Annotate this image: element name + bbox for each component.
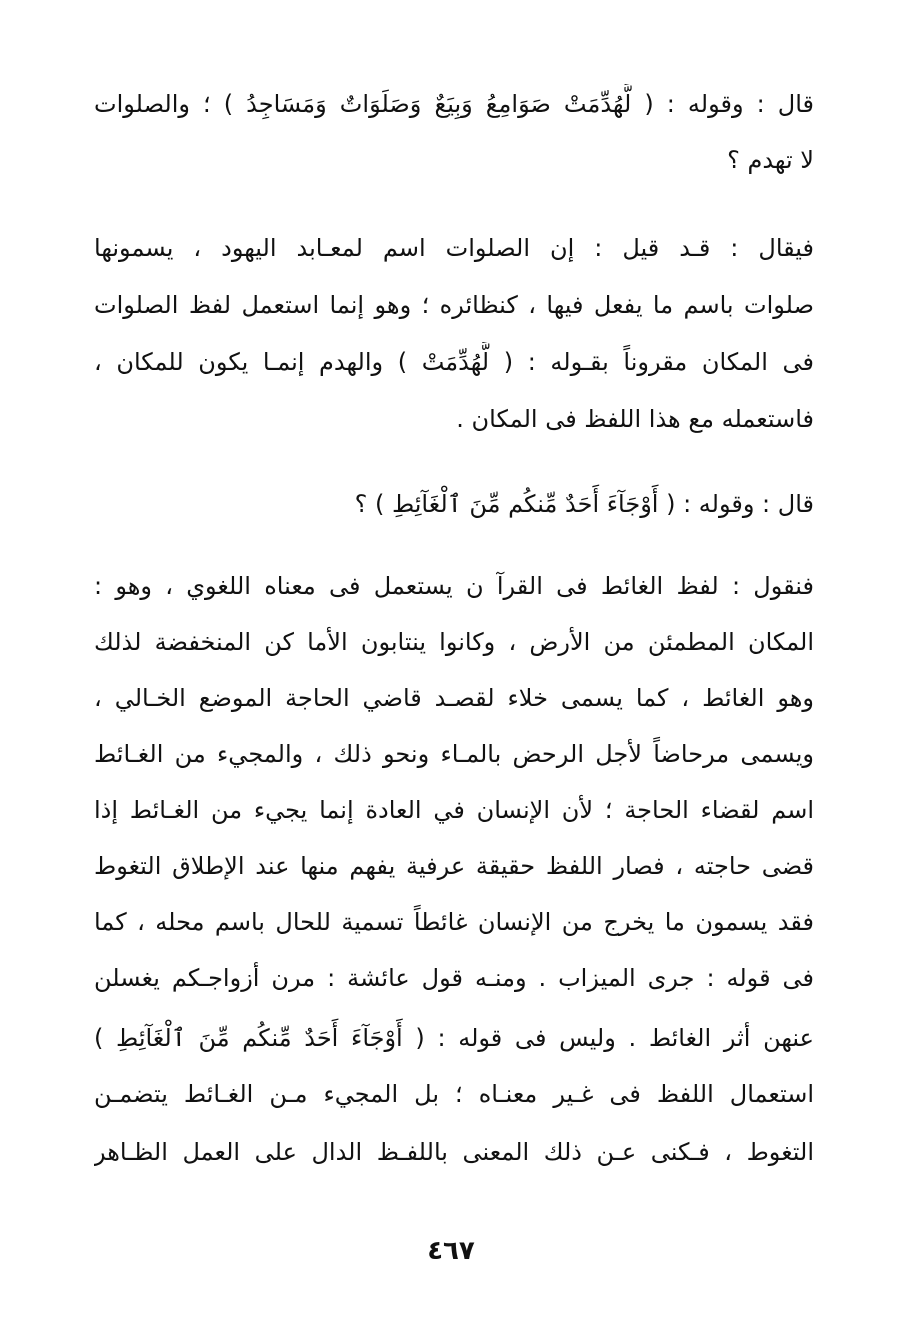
text-line: عنهن أثر الغائط . وليس فى قوله : ( أَوْجَآءَ أَحَدٌ مِّنكُم مِّنَ ٱلْغَآئِطِ ) <box>94 1024 814 1052</box>
body-text <box>94 82 814 1232</box>
text-line: استعمال اللفظ فى غـير معنـاه ؛ بل المجيء مـن الغـائط يتضمـن <box>94 1080 814 1108</box>
text-line: فى قوله : جرى الميزاب . ومنـه قول عائشة : مرن أزواجـكم يغسلن <box>94 964 814 992</box>
text-line: اسم لقضاء الحاجة ؛ لأن الإنسان في العادة إنما يجيء من الغـائط إذا <box>94 796 814 824</box>
text-line: قضى حاجته ، فصار اللفظ حقيقة عرفية يفهم منها عند الإطلاق التغوط <box>94 852 814 880</box>
text-line: فقد يسمون ما يخرج من الإنسان غائطاً تسمية للحال باسم محله ، كما <box>94 908 814 936</box>
text-line: ويسمى مرحاضاً لأجل الرحض بالمـاء ونحو ذلك ، والمجيء من الغـائط <box>94 740 814 768</box>
text-line: المكان المطمئن من الأرض ، وكانوا ينتابون الأما كن المنخفضة لذلك <box>94 628 814 656</box>
text-line: فى المكان مقروناً بقـوله : ( لَّهُدِّمَتْ ) والهدم إنمـا يكون للمكان ، <box>94 348 814 376</box>
text-line: لا تهدم ؟ <box>727 146 814 174</box>
page-number: ٤٦٧ <box>427 1236 475 1266</box>
text-line: قال : وقوله : ( أَوْجَآءَ أَحَدٌ مِّنكُم مِّنَ ٱلْغَآئِطِ ) ؟ <box>354 490 814 518</box>
text-line: فاستعمله مع هذا اللفظ فى المكان . <box>456 405 814 433</box>
text-line: صلوات باسم ما يفعل فيها ، كنظائره ؛ وهو إنما استعمل لفظ الصلوات <box>94 291 814 319</box>
text-line: قال : وقوله : ( لَّهُدِّمَتْ صَوَامِعُ وَبِيَعٌ وَصَلَوَاتٌ وَمَسَاجِدُ ) ؛ والصلوات <box>94 90 814 118</box>
text-line: وهو الغائط ، كما يسمى خلاء لقصـد قاضي الحاجة الموضع الخـالي ، <box>94 684 814 712</box>
text-line: فيقال : قـد قيل : إن الصلوات اسم لمعـابد اليهود ، يسمونها <box>94 234 814 262</box>
text-line: فنقول : لفظ الغائط فى القرآ ن يستعمل فى معناه اللغوي ، وهو : <box>94 572 814 600</box>
text-line: التغوط ، فـكنى عـن ذلك المعنى باللفـظ الدال على العمل الظـاهر <box>94 1138 814 1166</box>
